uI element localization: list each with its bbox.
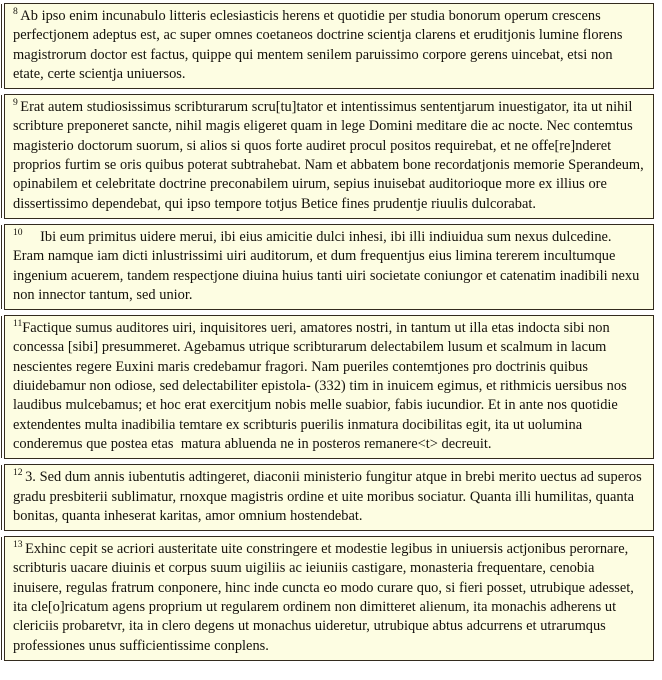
paragraph-number: 9 — [13, 97, 18, 109]
paragraph-content: Exhinc cepit se acriori austeritate uite constringere et modestie legibus in uniuersis actjonibus perornare, scribturis uacare diuinis et corpus suum uigiliis ac ieiuniis castigare, monasteria frequentare, cenobia inuisere, regulas fratrum conponere, hinc inde cuncta eo modo curare quo, si fieri posset, utrubique adesset, ita cle[o]ricatum agens proprium ut regularem ordinem non dimitteret alienum, ita monachis adherens ut clericiis probaretvr, ita in clero degens ut monachus uideretur, utrubique abtus adcurrens et utrarumqus professiones unus sufficientissime conplens. — [13, 541, 638, 654]
paragraph-text — [13, 228, 646, 305]
paragraph-number: 8 — [13, 6, 18, 18]
paragraph-content: 3. Sed dum annis iubentutis adtingeret, diaconii ministerio fungitur atque in brebi merito uectus ad superos gradu presbiterii sublimatur, rnoxque magistris ordine et uite moribus sociatur. Quanta illi humilitas, quanta bonitas, quanta inheserat karitas, amor omnium hostendebat. — [13, 469, 646, 524]
paragraph-text — [13, 540, 646, 656]
paragraph-content: Factique sumus auditores uiri, inquisitores ueri, amatores nostri, in tantum ut illa etas indocta sibi non concessa [sibi] presummeret. Agebamus utrique scribturarum delectabilem lusum et scalmum in lacum nescientes regere Euxini maris credebamur fragori. Nam pueriles contemtjones pro doctrinis quibus diuidebamur non odiose, sed delectabiliter epistola- (332) tim in inuicem egimus, et rithmicis uersibus nos laudibus mulcebamus; et hoc erat exercitjum nobis melle suabior, fabis iucundior. Et in ante nos quotidie extendentes multa inadibilia temtare ex scribturis puerilis inmatura docibilitas egit, ita ut uolumina conderemus que postea etas matura abluenda ne in posteros remanere<t> decreuit. — [13, 320, 631, 452]
paragraph-text — [13, 7, 646, 84]
paragraph-content: Ibi eum primitus uidere merui, ibi eius amicitie dulci inhesi, ibi illi indiuidua sum nexus dulcedine. Eram namque iam dicti inlustrissimi uiri auditorum, et dum frequentjus eius limina tererem incultumque ingenium acuerem, tandem respectjone diuina huius tanti uiri societate coniungor et catenatim inadibili nexu non innector tantum, sed unior. — [13, 228, 643, 303]
paragraph-number: 11 — [13, 318, 23, 330]
paragraph-box-10[interactable] — [4, 224, 654, 310]
paragraph-box-8[interactable] — [4, 3, 654, 89]
paragraph-box-9[interactable] — [4, 94, 654, 219]
paragraph-text — [13, 98, 646, 214]
paragraph-number: 10 — [13, 227, 23, 239]
paragraph-number: 13 — [13, 539, 23, 551]
paragraph-number: 12 — [13, 467, 23, 479]
paragraph-box-13[interactable] — [4, 536, 654, 661]
paragraph-box-11[interactable] — [4, 315, 654, 459]
paragraph-box-12[interactable] — [4, 464, 654, 531]
paragraph-text — [13, 468, 646, 526]
paragraph-content: Ab ipso enim incunabulo litteris eclesiasticis herens et quotidie per studia bonorum operum crescens perfectjonem adeptus est, ac super omnes coetaneos doctrine scientja clarens et eruditjonis lumine florens magistrorum doctor est factus, quippe qui mentem senilem paruissimo corpore gerens uincebat, etsi non etate, certe scientja uniuersos. — [13, 8, 627, 82]
paragraph-content: Erat autem studiosissimus scribturarum scru[tu]tator et intentissimus sententjarum inuestigator, ita ut nihil scribture preponeret sancte, nihil magis eligeret quam in lege Domini meditare die ac nocte. Nec contemtus magisterio doctorum suorum, si alios si quos forte audiret procul positos requirebat, et ne offe[re]nderet proprios furtim se oris quibus poterat subtrahebat. Nam et abbatem bone recordatjonis memorie Sperandeum, opinabilem et celebritate doctrine preconabilem uirum, sepius inuisebat auditorioque more ex illius ore dissertissimo dependebat, qui ipso tempore totjus Betice fines prudentje riuulis dulcorabat. — [13, 99, 648, 212]
paragraph-text — [13, 319, 646, 454]
